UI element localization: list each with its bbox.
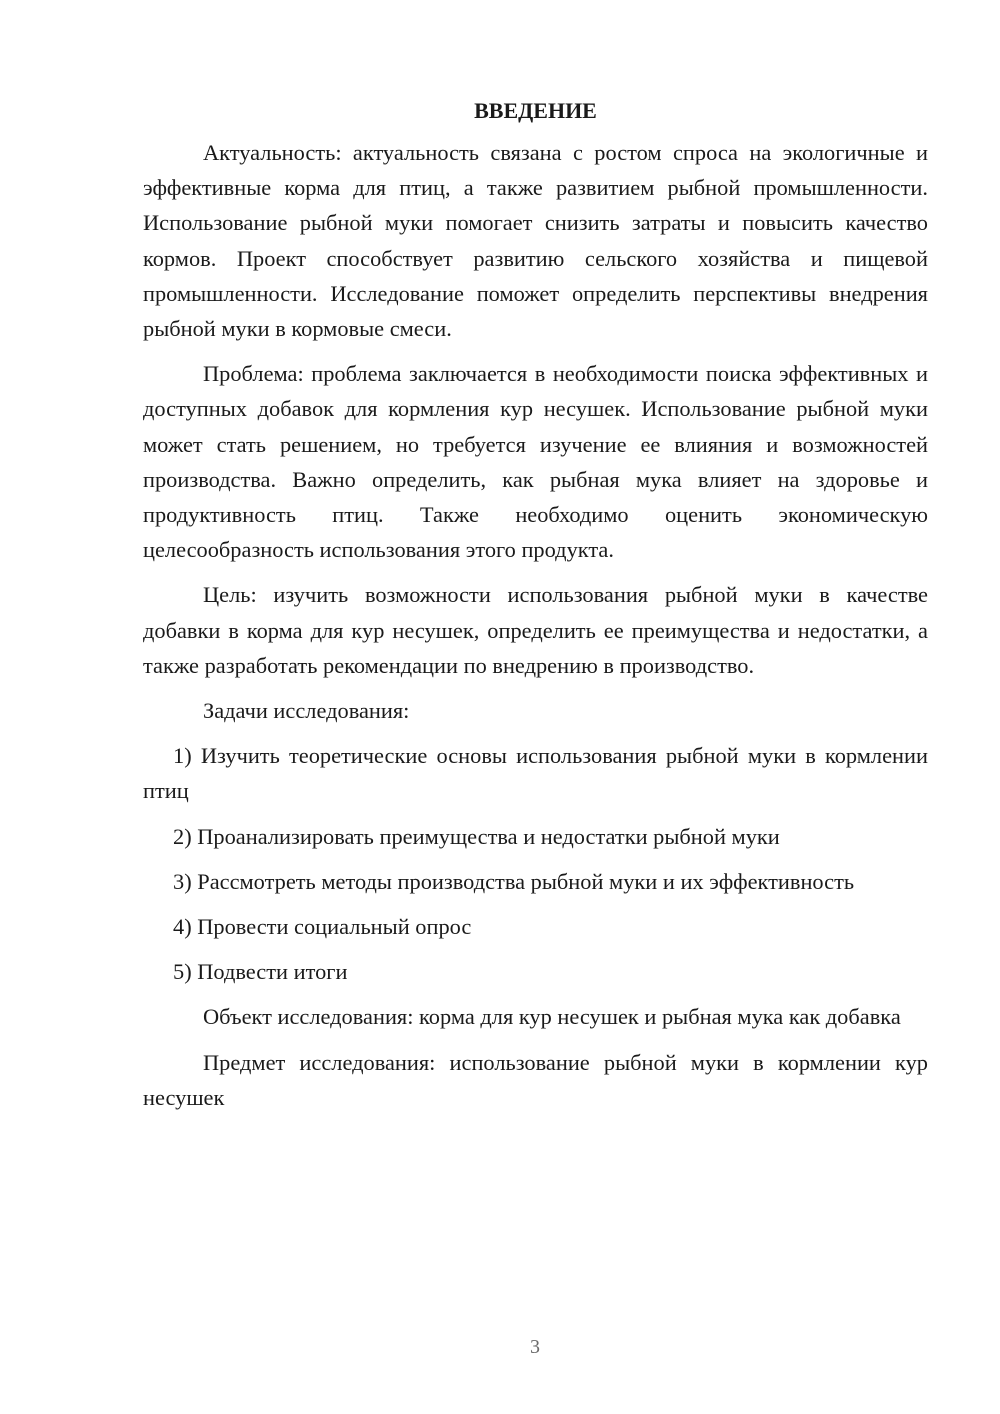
task-item-2: 2) Проанализировать преимущества и недостатки рыбной муки xyxy=(173,823,780,849)
subject-paragraph: Предмет исследования: использование рыбной муки в кормлении кур несушек xyxy=(143,1049,928,1110)
task-item-1: 1) Изучить теоретические основы использования рыбной муки в кормлении птиц xyxy=(143,743,928,804)
goal-paragraph: Цель: изучить возможности использования рыбной муки в качестве добавки в корма для кур несушек, определить ее преимущества и недостатки, а также разработать рекомендации по внедрению в производство. xyxy=(143,582,928,678)
task-item-5: 5) Подвести итоги xyxy=(173,959,348,985)
page-content xyxy=(143,95,928,1125)
relevance-paragraph: Актуальность: актуальность связана с ростом спроса на экологичные и эффективные корма для птиц, а также развитием рыбной промышленности. Использование рыбной муки помогает снизить затраты и повысить качество кормов. Проект способствует развитию сельского хозяйства и пищевой промышленности. Исследование поможет определить перспективы внедрения рыбной муки в кормовые смеси. xyxy=(143,140,928,342)
task-item-4: 4) Провести социальный опрос xyxy=(173,914,472,940)
section-title: ВВЕДЕНИЕ xyxy=(474,98,597,123)
tasks-heading: Задачи исследования: xyxy=(203,698,410,724)
object-paragraph: Объект исследования: корма для кур несушек и рыбная мука как добавка xyxy=(203,1004,901,1030)
task-item-3: 3) Рассмотреть методы производства рыбной муки и их эффективность xyxy=(173,868,855,894)
page-number: 3 xyxy=(530,1336,540,1358)
problem-paragraph: Проблема: проблема заключается в необходимости поиска эффективных и доступных добавок для кормления кур несушек. Использование рыбной муки может стать решением, но требуется изучение ее влияния и возможностей производства. Важно определить, как рыбная мука влияет на здоровье и продуктивность птиц. Также необходимо оценить экономическую целесообразность использования этого продукта. xyxy=(143,361,928,563)
